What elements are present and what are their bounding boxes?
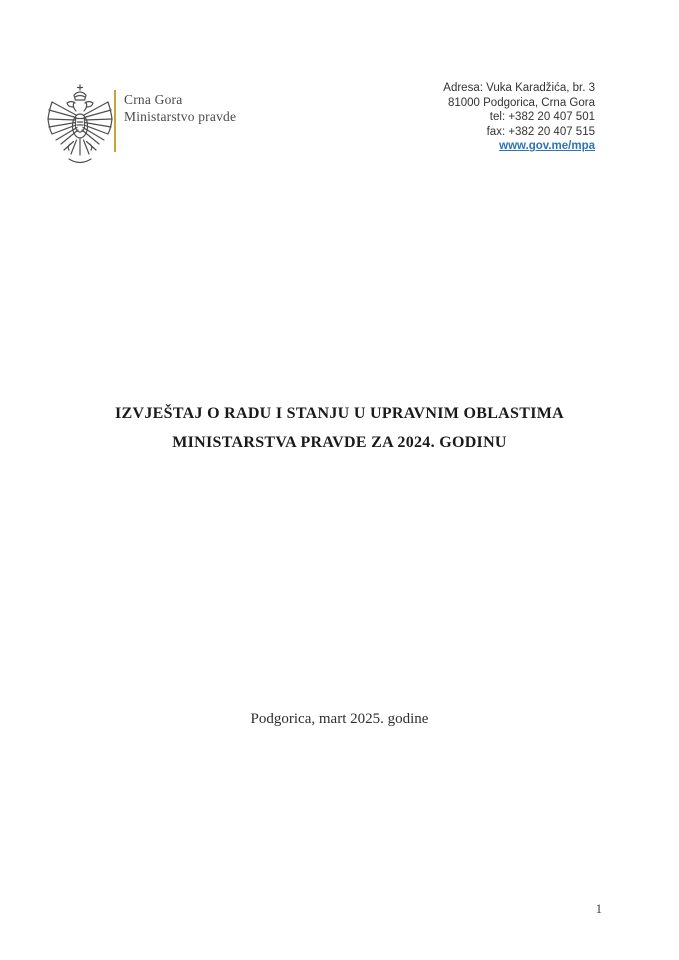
page-number: 1	[595, 902, 602, 916]
coat-of-arms-icon	[46, 82, 114, 170]
org-ministry: Ministarstvo pravde	[124, 109, 237, 124]
header-gold-divider	[114, 90, 116, 152]
contact-website-row	[443, 139, 595, 154]
document-title-line1: IZVJEŠTAJ O RADU I STANJU U UPRAVNIM OBLASTIMA	[115, 405, 564, 422]
document-title-line2: MINISTARSTVA PRAVDE ZA 2024. GODINU	[172, 434, 507, 451]
contact-tel: tel: +382 20 407 501	[489, 111, 595, 124]
place-date: Podgorica, mart 2025. godine	[250, 711, 429, 727]
contact-block	[443, 81, 595, 154]
org-name-block	[124, 91, 236, 125]
contact-fax: fax: +382 20 407 515	[486, 125, 595, 138]
contact-address-line2: 81000 Podgorica, Crna Gora	[447, 96, 595, 109]
document-title	[0, 399, 679, 457]
contact-address-line1: Adresa: Vuka Karadžića, br. 3	[443, 82, 595, 94]
org-country: Crna Gora	[124, 92, 183, 107]
website-link[interactable]: www.gov.me/mpa	[499, 140, 595, 153]
